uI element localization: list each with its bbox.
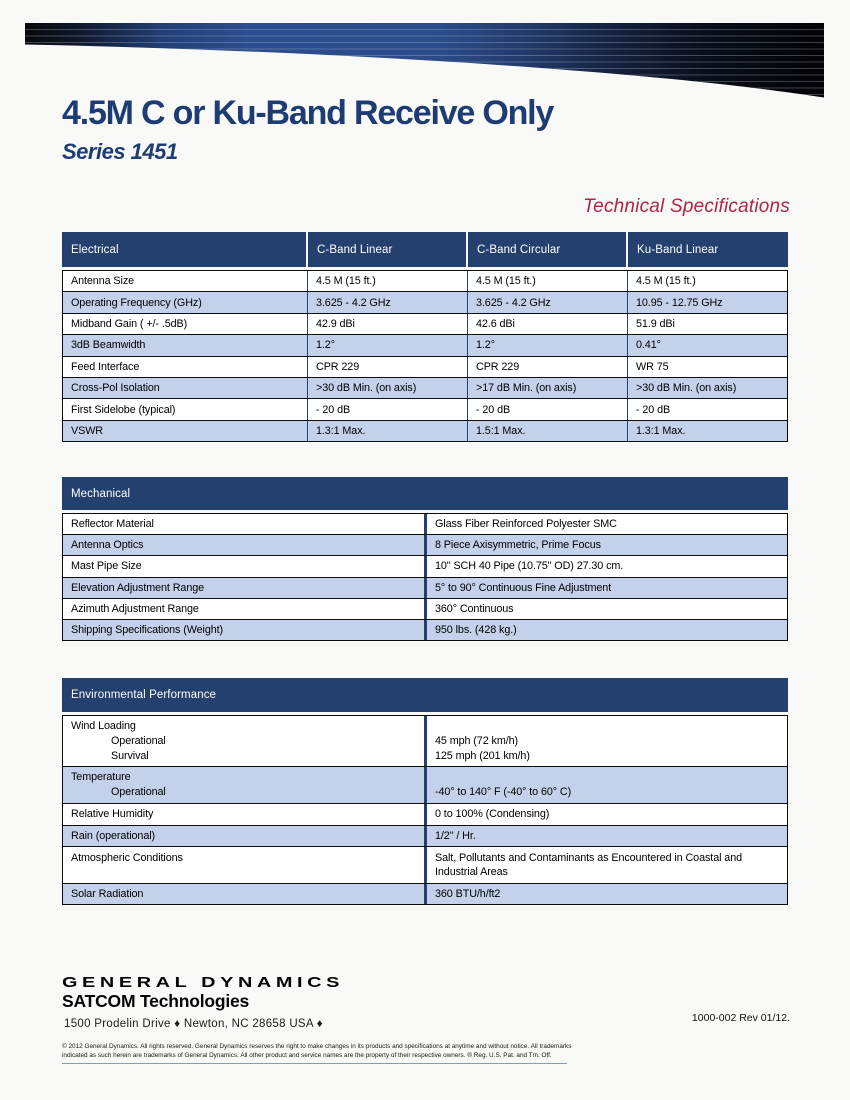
- row-value-cell: Salt, Pollutants and Contaminants as Encountered in Coastal and Industrial Areas: [424, 847, 787, 883]
- header-cell-mechanical: Mechanical: [71, 487, 131, 500]
- row-label-cell: Shipping Specifications (Weight): [71, 624, 224, 637]
- table-row: [63, 420, 787, 441]
- row-value-cell: - 20 dB: [307, 399, 467, 419]
- row-label-cell: [63, 767, 424, 803]
- legal-line-2: indicated as such herein are trademarks of General Dynamics. All other product and service names are the property of their respective owners. ® Reg. U.S. Pat. and Tm. Off.: [62, 1051, 552, 1059]
- row-value-cell: WR 75: [627, 357, 787, 377]
- row-value-cell: Glass Fiber Reinforced Polyester SMC: [424, 514, 787, 534]
- row-label-cell: Mast Pipe Size: [71, 560, 142, 573]
- row-label-cell: Azimuth Adjustment Range: [71, 602, 199, 615]
- row-value-cell: [424, 767, 787, 803]
- row-value-cell: 4.5 M (15 ft.): [307, 271, 467, 291]
- header-cell-environmental: Environmental Performance: [71, 689, 217, 701]
- row-value-cell: 1/2" / Hr.: [424, 826, 787, 847]
- row-label-cell: [63, 716, 424, 766]
- row-value-cell: 950 lbs. (428 kg.): [424, 620, 787, 640]
- table-row: [63, 377, 787, 398]
- row-label-cell: Reflector Material: [71, 518, 154, 531]
- row-value-cell: >30 dB Min. (on axis): [307, 378, 467, 398]
- row-value-cell: 42.6 dBi: [467, 314, 627, 334]
- environmental-table-body: [62, 715, 788, 905]
- row-value-cell: 4.5 M (15 ft.): [627, 271, 787, 291]
- header-cell-kuband-linear: Ku-Band Linear: [626, 232, 788, 267]
- row-value-cell: 360° Continuous: [424, 599, 787, 619]
- section-label: Technical Specifications: [583, 196, 790, 217]
- table-row: [63, 883, 787, 904]
- row-value-cell: 8 Piece Axisymmetric, Prime Focus: [424, 535, 787, 555]
- row-value-cell: 0 to 100% (Condensing): [424, 804, 787, 825]
- row-label: Wind Loading: [71, 720, 136, 732]
- row-value-cell: 3.625 - 4.2 GHz: [307, 292, 467, 312]
- mechanical-table: [62, 477, 788, 641]
- row-label-cell: Feed Interface: [71, 360, 140, 373]
- row-value-cell: 42.9 dBi: [307, 314, 467, 334]
- row-value-cell: 4.5 M (15 ft.): [467, 271, 627, 291]
- row-label-cell: First Sidelobe (typical): [71, 403, 176, 416]
- row-value-cell: 5° to 90° Continuous Fine Adjustment: [424, 578, 787, 598]
- row-sublabel: Operational: [111, 786, 166, 799]
- header-cell-electrical: Electrical: [71, 243, 119, 256]
- table-row: [63, 598, 787, 619]
- row-label-cell: Midband Gain ( +/- .5dB): [71, 317, 188, 330]
- satcom-technologies-logo: SATCOM Technologies: [62, 991, 250, 1011]
- electrical-table-header: [62, 232, 788, 267]
- row-value-cell: CPR 229: [307, 357, 467, 377]
- row-value-cell: 1.2°: [307, 335, 467, 355]
- row-value-cell: 10.95 - 12.75 GHz: [627, 292, 787, 312]
- value-spacer: [435, 770, 787, 785]
- row-value-cell: 1.3:1 Max.: [627, 421, 787, 441]
- table-row: [63, 766, 787, 803]
- row-value: -40° to 140° F (-40° to 60° C): [435, 786, 572, 799]
- series-subtitle: Series 1451: [62, 139, 178, 164]
- row-value-cell: 3.625 - 4.2 GHz: [467, 292, 627, 312]
- legal-line-1: © 2012 General Dynamics. All rights reserved. General Dynamics reserves the right to make changes in its products and specifications at anytime and without notice. All trademarks: [62, 1043, 572, 1050]
- table-row: [63, 271, 787, 291]
- row-label-cell: 3dB Beamwidth: [71, 339, 146, 352]
- table-row: [63, 716, 787, 766]
- table-row: [63, 825, 787, 847]
- row-value-cell: CPR 229: [467, 357, 627, 377]
- row-value-cell: - 20 dB: [467, 399, 627, 419]
- header-cell-cband-circular: C-Band Circular: [466, 232, 626, 267]
- general-dynamics-logo: GENERAL DYNAMICS: [62, 974, 344, 991]
- row-value-cell: >30 dB Min. (on axis): [627, 378, 787, 398]
- row-label-cell: VSWR: [71, 424, 103, 437]
- row-label: Temperature: [71, 771, 131, 783]
- row-value-cell: 360 BTU/h/ft2: [424, 884, 787, 904]
- electrical-table: [62, 232, 788, 442]
- table-row: [63, 577, 787, 598]
- document-revision: 1000-002 Rev 01/12.: [691, 1012, 790, 1024]
- table-row: [63, 313, 787, 334]
- electrical-table-body: [62, 270, 788, 442]
- table-row: [63, 398, 787, 419]
- table-row: [63, 291, 787, 312]
- environmental-table-header: [62, 678, 788, 712]
- row-value-cell: 51.9 dBi: [627, 314, 787, 334]
- table-row: [63, 619, 787, 640]
- row-label-cell: Relative Humidity: [71, 808, 154, 821]
- row-label-cell: Rain (operational): [71, 829, 156, 842]
- row-value-cell: 10" SCH 40 Pipe (10.75" OD) 27.30 cm.: [424, 556, 787, 576]
- row-label-cell: Elevation Adjustment Range: [71, 581, 205, 594]
- mechanical-table-body: [62, 513, 788, 641]
- table-row: [63, 555, 787, 576]
- row-label-cell: Operating Frequency (GHz): [71, 296, 202, 309]
- row-value-cell: 1.5:1 Max.: [467, 421, 627, 441]
- row-label-cell: Cross-Pol Isolation: [71, 382, 160, 395]
- legal-text: [62, 1043, 571, 1060]
- row-value-cell: >17 dB Min. (on axis): [467, 378, 627, 398]
- table-row: [63, 334, 787, 355]
- table-row: [63, 356, 787, 377]
- environmental-table: [62, 678, 788, 905]
- row-label-cell: Antenna Size: [71, 275, 135, 288]
- row-value-cell: [424, 716, 787, 766]
- row-value-cell: 1.3:1 Max.: [307, 421, 467, 441]
- value-spacer: [435, 719, 787, 734]
- row-label-cell: Antenna Optics: [71, 539, 144, 552]
- row-label-cell: Atmospheric Conditions: [71, 852, 183, 864]
- row-value-cell: 0.41°: [627, 335, 787, 355]
- company-address: 1500 Prodelin Drive ♦ Newton, NC 28658 USA ♦: [64, 1018, 323, 1030]
- row-sublabel: Survival: [111, 750, 149, 763]
- row-label-cell: Solar Radiation: [71, 888, 144, 900]
- row-value: 125 mph (201 km/h): [435, 750, 530, 763]
- mechanical-table-header: [62, 477, 788, 510]
- row-sublabel: Operational: [111, 735, 166, 748]
- header-cell-cband-linear: C-Band Linear: [306, 232, 466, 267]
- legal-underline-rule: [62, 1063, 567, 1064]
- row-value-cell: 1.2°: [467, 335, 627, 355]
- row-value-cell: - 20 dB: [627, 399, 787, 419]
- table-row: [63, 846, 787, 883]
- table-row: [63, 534, 787, 555]
- page-title: 4.5M C or Ku-Band Receive Only: [62, 94, 554, 132]
- table-row: [63, 803, 787, 825]
- table-row: [63, 514, 787, 534]
- row-value: 45 mph (72 km/h): [435, 735, 519, 748]
